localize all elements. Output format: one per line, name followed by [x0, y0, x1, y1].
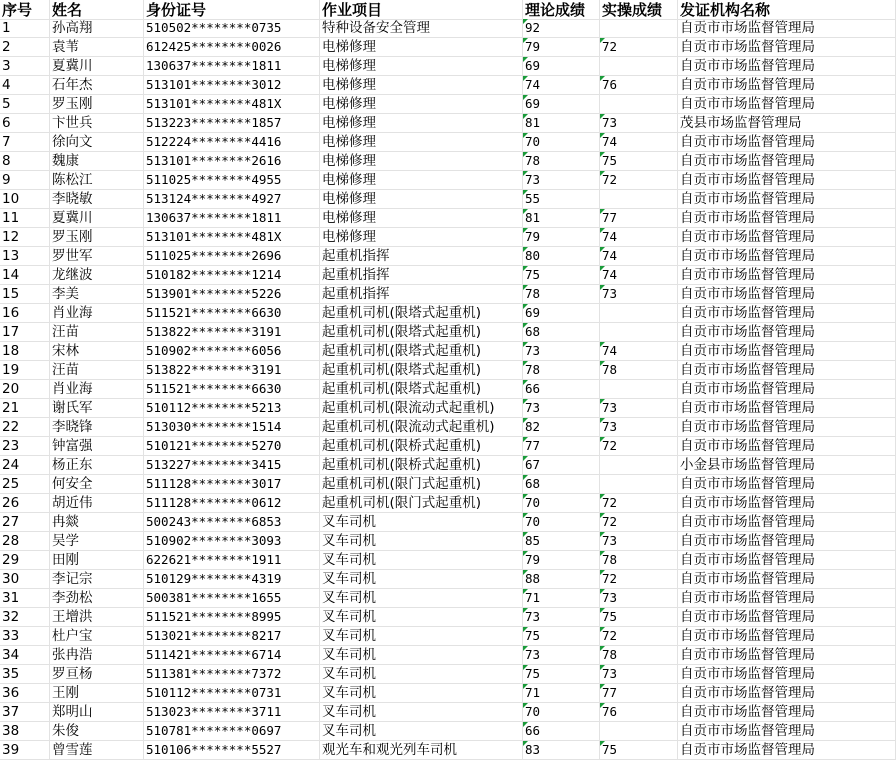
- cell-name[interactable]: 郑明山: [50, 703, 144, 722]
- cell-project[interactable]: 叉车司机: [320, 513, 523, 532]
- cell-issuing-authority[interactable]: 自贡市市场监督管理局: [678, 703, 896, 722]
- cell-issuing-authority[interactable]: 自贡市市场监督管理局: [678, 171, 896, 190]
- cell-project[interactable]: 电梯修理: [320, 171, 523, 190]
- cell-issuing-authority[interactable]: 自贡市市场监督管理局: [678, 247, 896, 266]
- cell-practical-score[interactable]: [600, 19, 678, 38]
- cell-name[interactable]: 肖业海: [50, 304, 144, 323]
- cell-theory-score[interactable]: 73: [523, 342, 600, 361]
- cell-practical-score[interactable]: 72: [600, 38, 678, 57]
- cell-name[interactable]: 罗玉刚: [50, 228, 144, 247]
- cell-index[interactable]: 18: [0, 342, 50, 361]
- cell-practical-score[interactable]: 73: [600, 589, 678, 608]
- cell-practical-score[interactable]: 76: [600, 76, 678, 95]
- cell-practical-score[interactable]: 74: [600, 228, 678, 247]
- cell-practical-score[interactable]: [600, 380, 678, 399]
- cell-project[interactable]: 起重机司机(限塔式起重机): [320, 380, 523, 399]
- cell-id-number[interactable]: 612425********0026: [144, 38, 320, 57]
- cell-name[interactable]: 罗世军: [50, 247, 144, 266]
- cell-name[interactable]: 徐向文: [50, 133, 144, 152]
- cell-project[interactable]: 叉车司机: [320, 665, 523, 684]
- cell-id-number[interactable]: 510112********5213: [144, 399, 320, 418]
- cell-theory-score[interactable]: 82: [523, 418, 600, 437]
- cell-issuing-authority[interactable]: 自贡市市场监督管理局: [678, 209, 896, 228]
- cell-id-number[interactable]: 513901********5226: [144, 285, 320, 304]
- cell-theory-score[interactable]: 70: [523, 703, 600, 722]
- cell-practical-score[interactable]: 74: [600, 266, 678, 285]
- cell-issuing-authority[interactable]: 自贡市市场监督管理局: [678, 570, 896, 589]
- cell-index[interactable]: 30: [0, 570, 50, 589]
- cell-name[interactable]: 陈松江: [50, 171, 144, 190]
- cell-name[interactable]: 胡近伟: [50, 494, 144, 513]
- cell-project[interactable]: 电梯修理: [320, 76, 523, 95]
- cell-theory-score[interactable]: 78: [523, 361, 600, 380]
- cell-theory-score[interactable]: 66: [523, 380, 600, 399]
- cell-index[interactable]: 21: [0, 399, 50, 418]
- cell-practical-score[interactable]: [600, 722, 678, 741]
- cell-id-number[interactable]: 130637********1811: [144, 209, 320, 228]
- cell-index[interactable]: 15: [0, 285, 50, 304]
- cell-project[interactable]: 电梯修理: [320, 209, 523, 228]
- cell-theory-score[interactable]: 79: [523, 38, 600, 57]
- cell-theory-score[interactable]: 88: [523, 570, 600, 589]
- cell-theory-score[interactable]: 70: [523, 133, 600, 152]
- cell-theory-score[interactable]: 69: [523, 57, 600, 76]
- cell-index[interactable]: 16: [0, 304, 50, 323]
- cell-index[interactable]: 2: [0, 38, 50, 57]
- cell-project[interactable]: 电梯修理: [320, 133, 523, 152]
- cell-index[interactable]: 8: [0, 152, 50, 171]
- cell-project[interactable]: 起重机司机(限塔式起重机): [320, 342, 523, 361]
- cell-theory-score[interactable]: 71: [523, 684, 600, 703]
- cell-theory-score[interactable]: 85: [523, 532, 600, 551]
- cell-name[interactable]: 冉燚: [50, 513, 144, 532]
- cell-name[interactable]: 袁苇: [50, 38, 144, 57]
- cell-issuing-authority[interactable]: 自贡市市场监督管理局: [678, 266, 896, 285]
- cell-project[interactable]: 叉车司机: [320, 703, 523, 722]
- cell-project[interactable]: 叉车司机: [320, 722, 523, 741]
- cell-id-number[interactable]: 510182********1214: [144, 266, 320, 285]
- cell-theory-score[interactable]: 83: [523, 741, 600, 760]
- cell-practical-score[interactable]: 74: [600, 342, 678, 361]
- cell-index[interactable]: 35: [0, 665, 50, 684]
- cell-name[interactable]: 李劲松: [50, 589, 144, 608]
- cell-index[interactable]: 5: [0, 95, 50, 114]
- cell-project[interactable]: 电梯修理: [320, 152, 523, 171]
- cell-practical-score[interactable]: 78: [600, 551, 678, 570]
- cell-practical-score[interactable]: [600, 190, 678, 209]
- cell-issuing-authority[interactable]: 自贡市市场监督管理局: [678, 133, 896, 152]
- cell-name[interactable]: 李美: [50, 285, 144, 304]
- cell-project[interactable]: 起重机司机(限塔式起重机): [320, 323, 523, 342]
- cell-index[interactable]: 25: [0, 475, 50, 494]
- cell-id-number[interactable]: 513223********1857: [144, 114, 320, 133]
- cell-project[interactable]: 起重机司机(限桥式起重机): [320, 456, 523, 475]
- cell-practical-score[interactable]: 72: [600, 494, 678, 513]
- cell-practical-score[interactable]: 73: [600, 285, 678, 304]
- cell-project[interactable]: 起重机指挥: [320, 285, 523, 304]
- cell-theory-score[interactable]: 78: [523, 285, 600, 304]
- cell-practical-score[interactable]: 73: [600, 114, 678, 133]
- cell-name[interactable]: 谢氏军: [50, 399, 144, 418]
- cell-issuing-authority[interactable]: 自贡市市场监督管理局: [678, 475, 896, 494]
- cell-theory-score[interactable]: 80: [523, 247, 600, 266]
- cell-practical-score[interactable]: 76: [600, 703, 678, 722]
- cell-name[interactable]: 汪苗: [50, 361, 144, 380]
- cell-practical-score[interactable]: 77: [600, 209, 678, 228]
- cell-project[interactable]: 电梯修理: [320, 57, 523, 76]
- cell-id-number[interactable]: 513101********481X: [144, 228, 320, 247]
- cell-issuing-authority[interactable]: 自贡市市场监督管理局: [678, 513, 896, 532]
- cell-theory-score[interactable]: 68: [523, 475, 600, 494]
- cell-project[interactable]: 叉车司机: [320, 646, 523, 665]
- cell-theory-score[interactable]: 55: [523, 190, 600, 209]
- cell-project[interactable]: 起重机司机(限塔式起重机): [320, 361, 523, 380]
- cell-id-number[interactable]: 511521********8995: [144, 608, 320, 627]
- cell-issuing-authority[interactable]: 自贡市市场监督管理局: [678, 95, 896, 114]
- cell-project[interactable]: 叉车司机: [320, 589, 523, 608]
- cell-issuing-authority[interactable]: 自贡市市场监督管理局: [678, 665, 896, 684]
- cell-name[interactable]: 吴学: [50, 532, 144, 551]
- header-project[interactable]: 作业项目: [320, 0, 523, 20]
- cell-project[interactable]: 观光车和观光列车司机: [320, 741, 523, 760]
- cell-project[interactable]: 起重机司机(限门式起重机): [320, 494, 523, 513]
- cell-name[interactable]: 宋林: [50, 342, 144, 361]
- cell-practical-score[interactable]: [600, 95, 678, 114]
- cell-id-number[interactable]: 513030********1514: [144, 418, 320, 437]
- cell-id-number[interactable]: 510129********4319: [144, 570, 320, 589]
- cell-theory-score[interactable]: 81: [523, 114, 600, 133]
- cell-name[interactable]: 钟富强: [50, 437, 144, 456]
- cell-issuing-authority[interactable]: 自贡市市场监督管理局: [678, 608, 896, 627]
- cell-name[interactable]: 夏冀川: [50, 57, 144, 76]
- header-issuing-authority[interactable]: 发证机构名称: [678, 0, 896, 20]
- cell-theory-score[interactable]: 69: [523, 95, 600, 114]
- header-theory-score[interactable]: 理论成绩: [523, 0, 600, 20]
- cell-index[interactable]: 9: [0, 171, 50, 190]
- cell-id-number[interactable]: 510781********0697: [144, 722, 320, 741]
- cell-project[interactable]: 叉车司机: [320, 608, 523, 627]
- cell-practical-score[interactable]: 74: [600, 247, 678, 266]
- cell-practical-score[interactable]: 73: [600, 532, 678, 551]
- cell-theory-score[interactable]: 68: [523, 323, 600, 342]
- cell-index[interactable]: 24: [0, 456, 50, 475]
- cell-index[interactable]: 6: [0, 114, 50, 133]
- cell-theory-score[interactable]: 75: [523, 665, 600, 684]
- cell-issuing-authority[interactable]: 自贡市市场监督管理局: [678, 399, 896, 418]
- cell-id-number[interactable]: 513021********8217: [144, 627, 320, 646]
- cell-index[interactable]: 27: [0, 513, 50, 532]
- cell-id-number[interactable]: 512224********4416: [144, 133, 320, 152]
- cell-practical-score[interactable]: 75: [600, 741, 678, 760]
- cell-id-number[interactable]: 513023********3711: [144, 703, 320, 722]
- cell-issuing-authority[interactable]: 自贡市市场监督管理局: [678, 722, 896, 741]
- cell-id-number[interactable]: 513101********481X: [144, 95, 320, 114]
- cell-index[interactable]: 20: [0, 380, 50, 399]
- cell-issuing-authority[interactable]: 自贡市市场监督管理局: [678, 741, 896, 760]
- cell-theory-score[interactable]: 92: [523, 19, 600, 38]
- cell-practical-score[interactable]: 72: [600, 627, 678, 646]
- cell-project[interactable]: 起重机司机(限门式起重机): [320, 475, 523, 494]
- cell-id-number[interactable]: 513822********3191: [144, 361, 320, 380]
- cell-issuing-authority[interactable]: 自贡市市场监督管理局: [678, 190, 896, 209]
- cell-index[interactable]: 12: [0, 228, 50, 247]
- cell-index[interactable]: 34: [0, 646, 50, 665]
- cell-id-number[interactable]: 500243********6853: [144, 513, 320, 532]
- cell-issuing-authority[interactable]: 自贡市市场监督管理局: [678, 19, 896, 38]
- cell-practical-score[interactable]: [600, 323, 678, 342]
- cell-practical-score[interactable]: 75: [600, 152, 678, 171]
- header-practical-score[interactable]: 实操成绩: [600, 0, 678, 20]
- cell-index[interactable]: 19: [0, 361, 50, 380]
- cell-project[interactable]: 特种设备安全管理: [320, 19, 523, 38]
- cell-name[interactable]: 田刚: [50, 551, 144, 570]
- cell-issuing-authority[interactable]: 自贡市市场监督管理局: [678, 152, 896, 171]
- cell-issuing-authority[interactable]: 自贡市市场监督管理局: [678, 437, 896, 456]
- cell-index[interactable]: 11: [0, 209, 50, 228]
- cell-issuing-authority[interactable]: 自贡市市场监督管理局: [678, 57, 896, 76]
- cell-issuing-authority[interactable]: 自贡市市场监督管理局: [678, 342, 896, 361]
- cell-name[interactable]: 罗玉刚: [50, 95, 144, 114]
- cell-issuing-authority[interactable]: 自贡市市场监督管理局: [678, 589, 896, 608]
- cell-index[interactable]: 31: [0, 589, 50, 608]
- header-index[interactable]: 序号: [0, 0, 50, 20]
- cell-id-number[interactable]: 622621********1911: [144, 551, 320, 570]
- cell-index[interactable]: 1: [0, 19, 50, 38]
- cell-issuing-authority[interactable]: 自贡市市场监督管理局: [678, 304, 896, 323]
- cell-name[interactable]: 王刚: [50, 684, 144, 703]
- cell-name[interactable]: 李记宗: [50, 570, 144, 589]
- cell-id-number[interactable]: 510902********6056: [144, 342, 320, 361]
- cell-id-number[interactable]: 511421********6714: [144, 646, 320, 665]
- cell-index[interactable]: 38: [0, 722, 50, 741]
- cell-practical-score[interactable]: 73: [600, 418, 678, 437]
- cell-name[interactable]: 石年杰: [50, 76, 144, 95]
- cell-project[interactable]: 电梯修理: [320, 228, 523, 247]
- cell-name[interactable]: 汪苗: [50, 323, 144, 342]
- cell-project[interactable]: 叉车司机: [320, 532, 523, 551]
- cell-theory-score[interactable]: 70: [523, 513, 600, 532]
- cell-theory-score[interactable]: 71: [523, 589, 600, 608]
- cell-name[interactable]: 杜户宝: [50, 627, 144, 646]
- cell-practical-score[interactable]: 72: [600, 171, 678, 190]
- cell-index[interactable]: 3: [0, 57, 50, 76]
- cell-id-number[interactable]: 513124********4927: [144, 190, 320, 209]
- cell-index[interactable]: 37: [0, 703, 50, 722]
- cell-name[interactable]: 曾雪莲: [50, 741, 144, 760]
- cell-practical-score[interactable]: 72: [600, 437, 678, 456]
- cell-theory-score[interactable]: 69: [523, 304, 600, 323]
- header-name[interactable]: 姓名: [50, 0, 144, 20]
- cell-practical-score[interactable]: 74: [600, 133, 678, 152]
- cell-theory-score[interactable]: 66: [523, 722, 600, 741]
- cell-project[interactable]: 起重机指挥: [320, 266, 523, 285]
- cell-project[interactable]: 电梯修理: [320, 114, 523, 133]
- cell-issuing-authority[interactable]: 自贡市市场监督管理局: [678, 532, 896, 551]
- cell-index[interactable]: 4: [0, 76, 50, 95]
- cell-theory-score[interactable]: 74: [523, 76, 600, 95]
- cell-index[interactable]: 14: [0, 266, 50, 285]
- cell-theory-score[interactable]: 70: [523, 494, 600, 513]
- cell-name[interactable]: 罗亘杨: [50, 665, 144, 684]
- cell-issuing-authority[interactable]: 自贡市市场监督管理局: [678, 285, 896, 304]
- cell-theory-score[interactable]: 77: [523, 437, 600, 456]
- cell-index[interactable]: 36: [0, 684, 50, 703]
- cell-name[interactable]: 孙高翔: [50, 19, 144, 38]
- header-id-number[interactable]: 身份证号: [144, 0, 320, 20]
- cell-project[interactable]: 电梯修理: [320, 95, 523, 114]
- cell-issuing-authority[interactable]: 自贡市市场监督管理局: [678, 646, 896, 665]
- cell-project[interactable]: 起重机指挥: [320, 247, 523, 266]
- cell-name[interactable]: 杨正东: [50, 456, 144, 475]
- cell-index[interactable]: 39: [0, 741, 50, 760]
- cell-practical-score[interactable]: 72: [600, 513, 678, 532]
- cell-issuing-authority[interactable]: 自贡市市场监督管理局: [678, 627, 896, 646]
- cell-id-number[interactable]: 510121********5270: [144, 437, 320, 456]
- cell-issuing-authority[interactable]: 自贡市市场监督管理局: [678, 494, 896, 513]
- cell-id-number[interactable]: 511128********0612: [144, 494, 320, 513]
- cell-issuing-authority[interactable]: 自贡市市场监督管理局: [678, 380, 896, 399]
- cell-id-number[interactable]: 511381********7372: [144, 665, 320, 684]
- cell-issuing-authority[interactable]: 自贡市市场监督管理局: [678, 361, 896, 380]
- cell-id-number[interactable]: 511025********4955: [144, 171, 320, 190]
- cell-id-number[interactable]: 513101********3012: [144, 76, 320, 95]
- cell-project[interactable]: 起重机司机(限桥式起重机): [320, 437, 523, 456]
- cell-project[interactable]: 起重机司机(限塔式起重机): [320, 304, 523, 323]
- cell-theory-score[interactable]: 79: [523, 228, 600, 247]
- cell-issuing-authority[interactable]: 自贡市市场监督管理局: [678, 418, 896, 437]
- cell-issuing-authority[interactable]: 茂县市场监督管理局: [678, 114, 896, 133]
- cell-index[interactable]: 13: [0, 247, 50, 266]
- cell-issuing-authority[interactable]: 自贡市市场监督管理局: [678, 76, 896, 95]
- cell-index[interactable]: 7: [0, 133, 50, 152]
- cell-project[interactable]: 叉车司机: [320, 570, 523, 589]
- cell-practical-score[interactable]: [600, 57, 678, 76]
- cell-practical-score[interactable]: 75: [600, 608, 678, 627]
- cell-id-number[interactable]: 511025********2696: [144, 247, 320, 266]
- cell-theory-score[interactable]: 79: [523, 551, 600, 570]
- cell-theory-score[interactable]: 73: [523, 608, 600, 627]
- cell-id-number[interactable]: 511521********6630: [144, 304, 320, 323]
- cell-id-number[interactable]: 513101********2616: [144, 152, 320, 171]
- cell-project[interactable]: 起重机司机(限流动式起重机): [320, 418, 523, 437]
- cell-project[interactable]: 电梯修理: [320, 190, 523, 209]
- cell-index[interactable]: 17: [0, 323, 50, 342]
- cell-practical-score[interactable]: [600, 475, 678, 494]
- cell-issuing-authority[interactable]: 自贡市市场监督管理局: [678, 551, 896, 570]
- cell-name[interactable]: 夏冀川: [50, 209, 144, 228]
- cell-project[interactable]: 叉车司机: [320, 684, 523, 703]
- cell-name[interactable]: 卞世兵: [50, 114, 144, 133]
- cell-project[interactable]: 叉车司机: [320, 627, 523, 646]
- cell-practical-score[interactable]: 73: [600, 665, 678, 684]
- cell-practical-score[interactable]: 72: [600, 570, 678, 589]
- cell-index[interactable]: 29: [0, 551, 50, 570]
- cell-theory-score[interactable]: 73: [523, 171, 600, 190]
- cell-practical-score[interactable]: 78: [600, 646, 678, 665]
- cell-issuing-authority[interactable]: 小金县市场监督管理局: [678, 456, 896, 475]
- cell-name[interactable]: 王增洪: [50, 608, 144, 627]
- cell-practical-score[interactable]: 77: [600, 684, 678, 703]
- cell-id-number[interactable]: 513227********3415: [144, 456, 320, 475]
- cell-index[interactable]: 26: [0, 494, 50, 513]
- cell-index[interactable]: 10: [0, 190, 50, 209]
- cell-index[interactable]: 23: [0, 437, 50, 456]
- cell-id-number[interactable]: 510902********3093: [144, 532, 320, 551]
- cell-id-number[interactable]: 500381********1655: [144, 589, 320, 608]
- cell-name[interactable]: 李晓锋: [50, 418, 144, 437]
- cell-index[interactable]: 32: [0, 608, 50, 627]
- cell-id-number[interactable]: 510502********0735: [144, 19, 320, 38]
- cell-project[interactable]: 叉车司机: [320, 551, 523, 570]
- cell-practical-score[interactable]: 78: [600, 361, 678, 380]
- cell-id-number[interactable]: 511128********3017: [144, 475, 320, 494]
- cell-project[interactable]: 电梯修理: [320, 38, 523, 57]
- cell-name[interactable]: 肖业海: [50, 380, 144, 399]
- cell-practical-score[interactable]: [600, 304, 678, 323]
- cell-name[interactable]: 魏康: [50, 152, 144, 171]
- cell-index[interactable]: 22: [0, 418, 50, 437]
- cell-name[interactable]: 朱俊: [50, 722, 144, 741]
- cell-project[interactable]: 起重机司机(限流动式起重机): [320, 399, 523, 418]
- cell-issuing-authority[interactable]: 自贡市市场监督管理局: [678, 228, 896, 247]
- cell-name[interactable]: 张冉浩: [50, 646, 144, 665]
- cell-issuing-authority[interactable]: 自贡市市场监督管理局: [678, 684, 896, 703]
- cell-theory-score[interactable]: 78: [523, 152, 600, 171]
- cell-id-number[interactable]: 130637********1811: [144, 57, 320, 76]
- cell-theory-score[interactable]: 73: [523, 399, 600, 418]
- cell-theory-score[interactable]: 81: [523, 209, 600, 228]
- cell-issuing-authority[interactable]: 自贡市市场监督管理局: [678, 38, 896, 57]
- cell-issuing-authority[interactable]: 自贡市市场监督管理局: [678, 323, 896, 342]
- cell-id-number[interactable]: 510106********5527: [144, 741, 320, 760]
- cell-name[interactable]: 何安全: [50, 475, 144, 494]
- cell-index[interactable]: 28: [0, 532, 50, 551]
- cell-name[interactable]: 龙继波: [50, 266, 144, 285]
- cell-name[interactable]: 李晓敏: [50, 190, 144, 209]
- cell-id-number[interactable]: 513822********3191: [144, 323, 320, 342]
- cell-theory-score[interactable]: 75: [523, 266, 600, 285]
- cell-theory-score[interactable]: 75: [523, 627, 600, 646]
- cell-practical-score[interactable]: 73: [600, 399, 678, 418]
- cell-id-number[interactable]: 510112********0731: [144, 684, 320, 703]
- cell-practical-score[interactable]: [600, 456, 678, 475]
- cell-id-number[interactable]: 511521********6630: [144, 380, 320, 399]
- cell-theory-score[interactable]: 73: [523, 646, 600, 665]
- cell-index[interactable]: 33: [0, 627, 50, 646]
- cell-theory-score[interactable]: 67: [523, 456, 600, 475]
